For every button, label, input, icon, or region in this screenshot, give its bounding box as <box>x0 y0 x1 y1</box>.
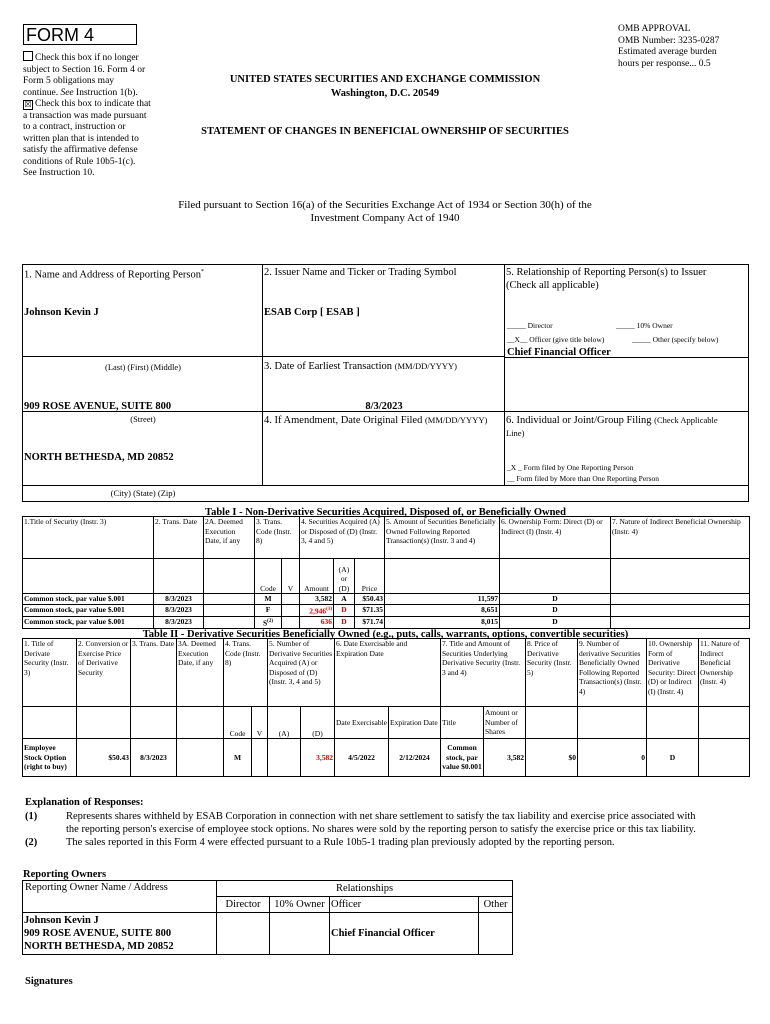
t2-h-form: 10. Ownership Form of Derivative Security: Direct (D) or Indirect (I) (Instr. 4) <box>647 639 699 707</box>
t2-h-nature: 11. Nature of Indirect Beneficial Ownership (Instr. 4) <box>699 639 750 707</box>
t2-h-code: 4. Trans. Code (Instr. 8) <box>224 639 268 707</box>
t2-h-number: 5. Number of Derivative Securities Acquired (A) or Disposed of (D) (Instr. 3, 4 and 5) <box>268 639 335 707</box>
t2-h-title: 1. Title of Derivate Security (Instr. 3) <box>23 639 77 707</box>
t2-sub-code: Code <box>224 707 252 739</box>
t1-h-title: 1.Title of Security (Instr. 3) <box>23 517 154 559</box>
table-row: Employee Stock Option (right to buy) $50.43 8/3/2023 M 3,582 4/5/2022 2/12/2024 Common stock, par value $0.001 3,582 $0 0 D <box>23 739 750 777</box>
filed-pursuant: Filed pursuant to Section 16(a) of the Securities Exchange Act of 1934 or Section 30(h) of the Investment Company Act of 1940 <box>178 199 592 224</box>
owners-h-officer: Officer <box>330 897 479 913</box>
table-row: Common stock, par value $.001 8/3/2023 F 2,946$^{(1)}$ D $71.35 8,651 D <box>23 604 750 616</box>
name-caption: (Last) (First) (Middle) <box>104 362 181 372</box>
t2-sub-v: V <box>252 707 268 739</box>
form-title: FORM 4 <box>23 24 137 45</box>
t1-h-form: 6. Ownership Form: Direct (D) or Indirect (I) (Instr. 4) <box>500 517 611 559</box>
issuer-name: ESAB Corp [ ESAB ] <box>264 307 360 318</box>
box6-label: 6. Individual or Joint/Group Filing (Check Applicable Line) <box>506 415 718 438</box>
t1-h-securities: 4. Securities Acquired (A) or Disposed of (D) (Instr. 3, 4 and 5) <box>300 517 385 559</box>
table2 <box>22 638 749 777</box>
reporting-box <box>22 264 749 502</box>
signatures-title: Signatures <box>25 976 73 987</box>
filing-more-persons[interactable]: __ Form filed by More than One Reporting Person <box>507 474 660 483</box>
table-row: Common stock, par value $.001 8/3/2023 $S^{(2)}$ 636 D $71.74 8,015 D <box>23 616 750 628</box>
city-caption: (City) (State) (Zip) <box>110 488 176 498</box>
reporting-owners-table <box>22 880 513 955</box>
earliest-transaction-date: 8/3/2023 <box>365 401 403 412</box>
box2-label: 2. Issuer Name and Ticker or Trading Symbol <box>264 267 457 278</box>
rel-director[interactable]: _____ Director <box>507 321 553 330</box>
omb-number: OMB Number: 3235-0287 <box>618 35 720 46</box>
reporting-person-name: Johnson Kevin J <box>24 307 99 318</box>
t1-sub-v: V <box>282 559 300 594</box>
t2-h-underlying: 7. Title and Amount of Securities Underlying Derivative Security (Instr. 3 and 4) <box>441 639 526 707</box>
omb-hours: hours per response... 0.5 <box>618 58 711 69</box>
reporting-owners-title: Reporting Owners <box>23 869 107 880</box>
omb-approval <box>618 24 758 70</box>
owners-h-name: Reporting Owner Name / Address <box>23 881 217 913</box>
t2-sub-d: (D) <box>301 707 335 739</box>
t1-h-owned: 5. Amount of Securities Beneficially Owned Following Reported Transaction(s) (Instr. 3 and 4) <box>385 517 500 559</box>
omb-title: OMB APPROVAL <box>618 24 691 34</box>
t2-sub-title: Title <box>441 707 484 739</box>
table1-title: Table I - Non-Derivative Securities Acquired, Disposed of, or Beneficially Owned <box>205 507 566 518</box>
t2-h-deemed: 3A. Deemed Execution Date, if any <box>177 639 224 707</box>
table-row: Common stock, par value $.001 8/3/2023 M 3,582 A $50.43 11,597 D <box>23 594 750 605</box>
footnote-1-text: Represents shares withheld by ESAB Corporation in connection with net share settlement to satisfy the tax liability and exercise price associated with the reporting person's exercise of employee stock options. No shares were sold by the reporting person to satisfy the exercise price or this tax liability. <box>66 811 696 835</box>
statement-title: STATEMENT OF CHANGES IN BENEFICIAL OWNERSHIP OF SECURITIES <box>201 126 569 137</box>
agency-name: UNITED STATES SECURITIES AND EXCHANGE COMMISSION <box>229 74 541 85</box>
rel-other[interactable]: _____ Other (specify below) <box>632 335 719 344</box>
rel-10pct-owner[interactable]: _____ 10% Owner <box>616 321 673 330</box>
city-state-zip: NORTH BETHESDA, MD 20852 <box>24 452 174 463</box>
t1-sub-aord: (A) or (D) <box>334 559 355 594</box>
t2-h-date: 3. Trans. Date <box>131 639 177 707</box>
owners-h-relationships: Relationships <box>217 881 513 897</box>
rel-officer[interactable]: __X__ Officer (give title below) <box>507 335 605 344</box>
omb-burden: Estimated average burden <box>618 47 717 57</box>
box3-label: 3. Date of Earliest Transaction (MM/DD/YYYY) <box>264 361 457 372</box>
checkbox-no-longer-subject: Check this box if no longer subject to Section 16. Form 4 or Form 5 obligations may continue. See Instruction 1(b). <box>23 53 146 98</box>
filing-one-person[interactable]: _X _ Form filed by One Reporting Person <box>507 463 634 472</box>
t2-sub-a: (A) <box>268 707 301 739</box>
owners-h-other: Other <box>479 897 513 913</box>
table1 <box>22 516 749 629</box>
owners-h-director: Director <box>217 897 270 913</box>
street-caption: (Street) <box>130 414 156 424</box>
t1-h-code: 3. Trans. Code (Instr. 8) <box>255 517 300 559</box>
t2-h-owned: 9. Number of derivative Securities Beneficially Owned Following Reported Transaction(s) (Instr. 4) <box>578 639 647 707</box>
checkbox-10b5-1: ☒ Check this box to indicate that a transaction was made pursuant to a contract, instruction or written plan that is intended to satisfy the affirmative defense conditions of Rule 10b5-1(c). See Instruction 10. <box>23 99 151 178</box>
officer-title: Chief Financial Officer <box>507 347 611 358</box>
10b5-1-checkbox[interactable]: ☒ <box>24 100 32 109</box>
t1-h-deemed: 2A. Deemed Execution Date, if any <box>204 517 255 559</box>
no-longer-subject-checkbox[interactable] <box>23 51 33 61</box>
agency-city: Washington, D.C. 20549 <box>330 88 440 99</box>
street-address: 909 ROSE AVENUE, SUITE 800 <box>24 401 172 412</box>
t1-sub-price: Price <box>355 559 385 594</box>
t1-sub-amount: Amount <box>300 559 334 594</box>
box5-label: 5. Relationship of Reporting Person(s) to Issuer (Check all applicable) <box>506 267 707 291</box>
t2-h-conversion: 2. Conversion or Exercise Price of Derivative Security <box>77 639 131 707</box>
footnote-1-number: (1) <box>25 811 38 822</box>
table-row: Johnson Kevin J 909 ROSE AVENUE, SUITE 800 NORTH BETHESDA, MD 20852 Chief Financial Officer <box>23 913 513 955</box>
t2-sub-exercisable: Date Exercisable <box>335 707 389 739</box>
explanation-title: Explanation of Responses: <box>25 797 144 808</box>
t2-sub-expiration: Expiration Date <box>389 707 441 739</box>
box1-label: 1. Name and Address of Reporting Person* <box>24 269 205 281</box>
footnote-2-number: (2) <box>25 837 38 848</box>
box4-label: 4. If Amendment, Date Original Filed (MM/DD/YYYY) <box>264 415 488 426</box>
owners-h-10: 10% Owner <box>270 897 330 913</box>
t1-h-nature: 7. Nature of Indirect Beneficial Ownership (Instr. 4) <box>611 517 750 559</box>
t1-h-date: 2. Trans. Date <box>154 517 204 559</box>
table2-title: Table II - Derivative Securities Beneficially Owned (e.g., puts, calls, warrants, options, convertible securities) <box>142 629 629 640</box>
t2-h-price: 8. Price of Derivative Security (Instr. 5) <box>526 639 578 707</box>
t2-sub-amount: Amount or Number of Shares <box>484 707 526 739</box>
footnote-2-text: The sales reported in this Form 4 were effected pursuant to a Rule 10b5-1 trading plan previously adopted by the reporting person. <box>66 837 615 848</box>
t2-h-exercisable: 6. Date Exercisable and Expiration Date <box>335 639 441 707</box>
t1-sub-code: Code <box>255 559 282 594</box>
